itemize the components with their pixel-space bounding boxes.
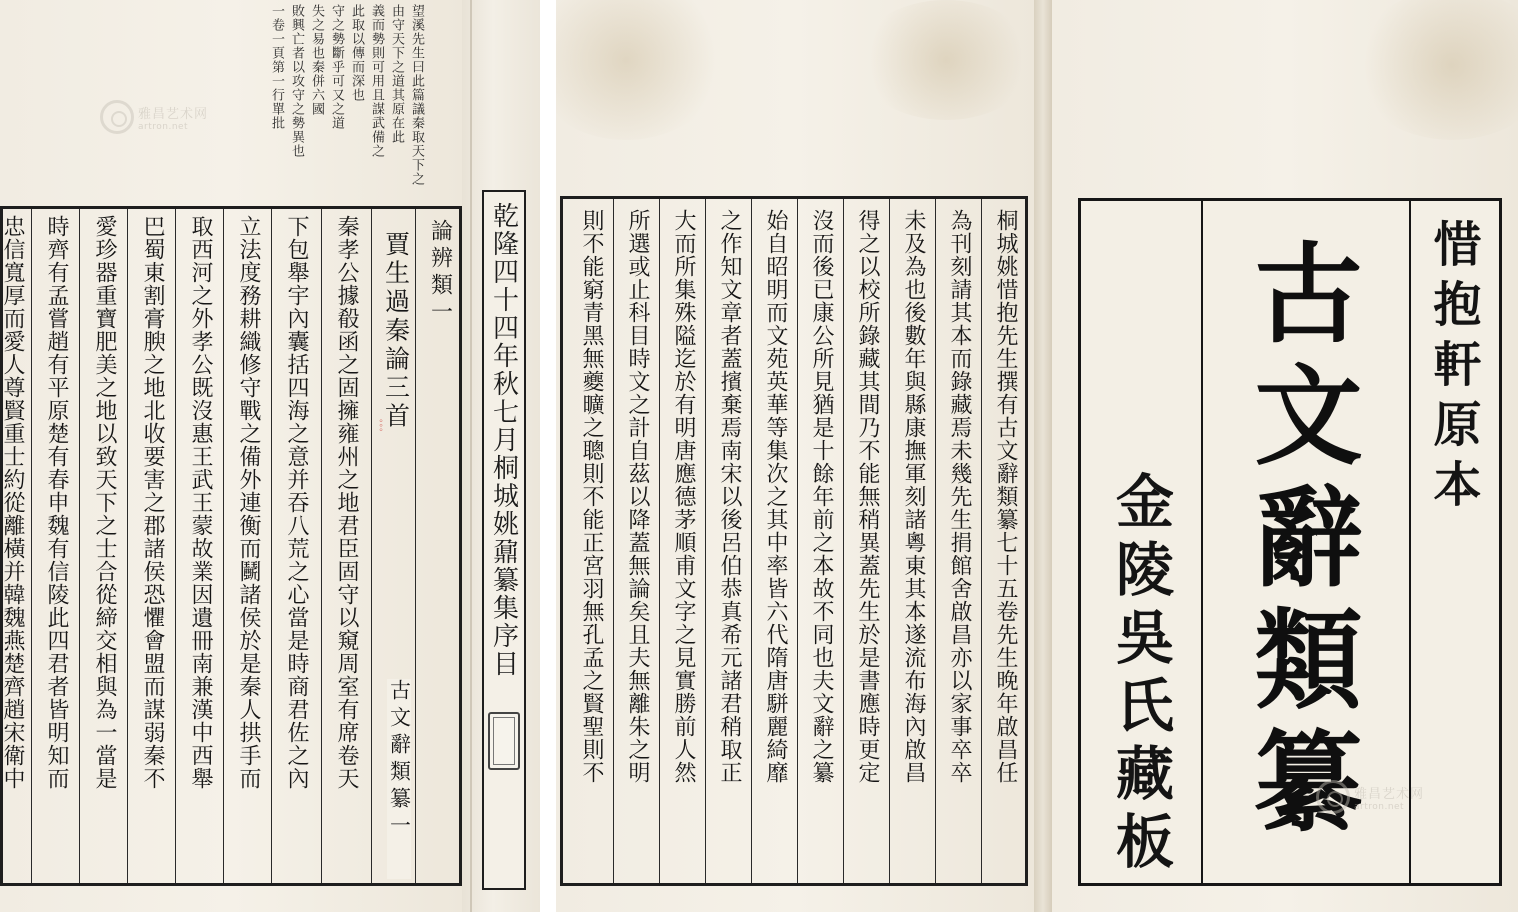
- text-column: 時齊有孟嘗趙有平原楚有春申魏有信陵此四君者皆明知而: [44, 215, 69, 790]
- text-column: 忠信寬厚而愛人尊賢重士約從離橫并韓魏燕楚齊趙宋衛中: [0, 215, 25, 790]
- publisher-label: 金陵吳氏藏板: [1106, 471, 1174, 879]
- artron-logo-icon: [100, 100, 134, 134]
- text-column: 巴蜀東割膏腴之地北收要害之郡諸侯恐懼會盟而謀弱秦不: [140, 215, 165, 790]
- watermark-en: artron.net: [138, 121, 189, 132]
- center-fold: [1034, 0, 1052, 912]
- preface-column: 則不能窮青黑無夔曠之聰則不能正宮羽無孔孟之賢聖則不: [579, 209, 604, 784]
- seal-stamp: [488, 712, 520, 770]
- watermark-en: artron.net: [1354, 801, 1405, 812]
- annotation-line: 由守天下之道其原在此: [389, 4, 404, 144]
- preface-column: 未及為也後數年與縣康撫軍刻諸粵東其本遂流布海內啟昌: [901, 209, 926, 784]
- text-column: 秦孝公據殽函之固擁雍州之地君臣固守以窺周室有席卷天: [334, 215, 359, 790]
- watermark: [1316, 780, 1424, 814]
- preface-column: 桐城姚惜抱先生撰有古文辭類纂七十五卷先生晚年啟昌任: [993, 209, 1018, 784]
- book-title: 古文辭類纂: [1236, 237, 1362, 847]
- watermark-cn: 雅昌艺术网: [1354, 786, 1425, 802]
- section-heading: 論辨類一: [427, 219, 453, 327]
- preface-page: [556, 0, 1034, 912]
- watermark: [100, 100, 208, 134]
- edition-label: 惜抱軒原本: [1425, 219, 1481, 519]
- volume-footer: 古文辭類纂一: [387, 679, 412, 841]
- annotation-line: 此取以傳而深也: [349, 4, 364, 102]
- text-column: 下包舉宇內囊括四海之意并吞八荒之心當是時商君佐之內: [284, 215, 309, 790]
- text-column: 愛珍器重寶肥美之地以致天下之士合從締交相與為一當是: [92, 215, 117, 790]
- left-photo: [0, 0, 540, 912]
- essay-title: 賈生過秦論三首: [381, 231, 411, 432]
- preface-column: 為刊刻請其本而錄藏焉未幾先生捐館舍啟昌亦以家事卒卒: [947, 209, 972, 784]
- annotation-line: 失之易也秦併六國: [309, 4, 324, 116]
- annotation-line: 敗興亡者以攻守之勢異也: [289, 4, 304, 158]
- text-frame: [0, 206, 462, 886]
- watermark-cn: 雅昌艺术网: [138, 106, 209, 122]
- artron-logo-icon: [1316, 780, 1350, 814]
- right-photo: [556, 0, 1518, 912]
- text-column: 取西河之外孝公既沒惠王武王蒙故業因遺冊南兼漢中西舉: [188, 215, 213, 790]
- preface-column: 之作知文章者蓋擯棄焉南宋以後呂伯恭真希元諸君稍取正: [717, 209, 742, 784]
- preface-frame: [560, 196, 1028, 886]
- title-page-frame: [1078, 198, 1502, 886]
- preface-column: 始自昭明而文苑英華等集次之其中率皆六代隋唐駢麗綺靡: [763, 209, 788, 784]
- left-book-page: [0, 0, 462, 912]
- preface-column: 大而所集殊隘迄於有明唐應德茅順甫文字之見實勝前人然: [671, 209, 696, 784]
- annotation-line: 守之勢斷乎可又之道: [329, 4, 344, 130]
- annotation-line: 義而勢則可用且謀武備之: [369, 4, 384, 158]
- red-punctuation-marks: 。。。: [372, 419, 382, 437]
- preface-column: 所選或止科目時文之計自茲以降蓋無論矣且夫無離朱之明: [625, 209, 650, 784]
- handwritten-annotation: [268, 4, 428, 200]
- preface-column: 得之以校所錄藏其間乃不能無稍異蓋先生於是書應時更定: [855, 209, 880, 784]
- preface-column: 沒而後已康公所見猶是十餘年前之本故不同也夫文辭之纂: [809, 209, 834, 784]
- annotation-line: 一卷一頁第一行單批: [269, 4, 284, 130]
- text-column: 立法度務耕織修守戰之備外連衡而鬭諸侯於是秦人拱手而: [236, 215, 261, 790]
- annotation-line: 望溪先生曰此篇議秦取天下之: [409, 4, 424, 186]
- preface-title-strip: 乾隆四十四年秋七月桐城姚鼐纂集序目: [482, 190, 526, 890]
- photo-gutter: [540, 0, 556, 912]
